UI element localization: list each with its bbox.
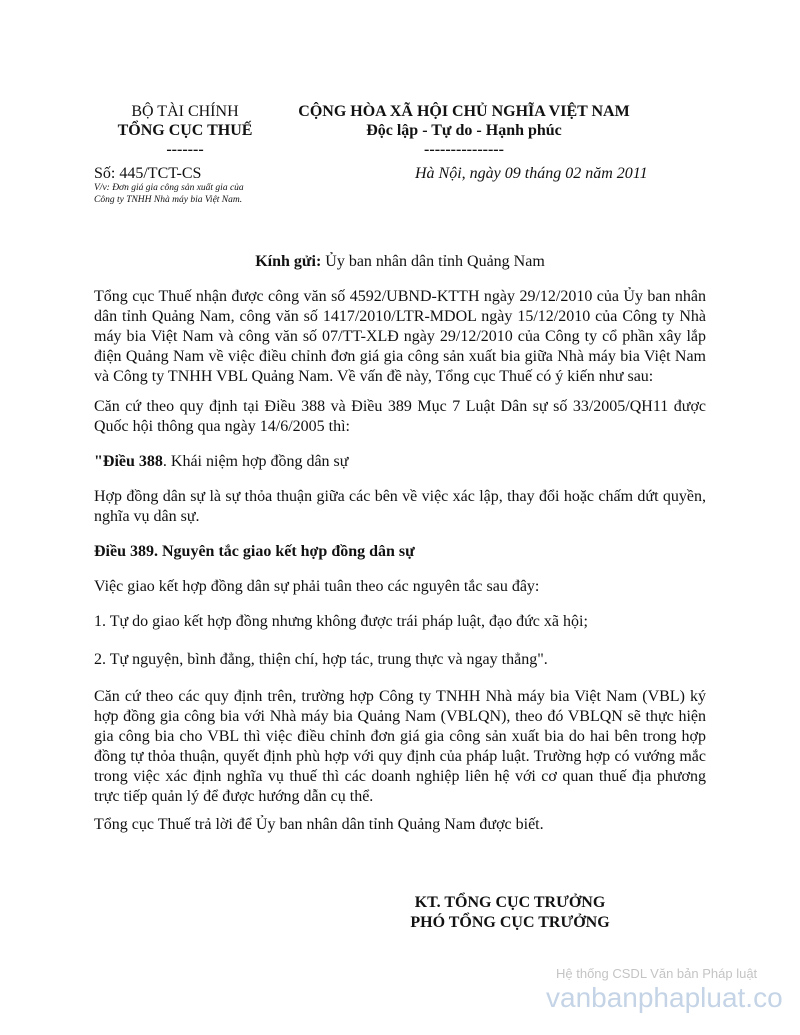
date-place: Hà Nội, ngày 09 tháng 02 năm 2011 xyxy=(415,165,648,182)
article-388-title: "Điều 388 xyxy=(94,453,163,470)
article-388-rest: . Khái niệm hợp đồng dân sự xyxy=(162,453,349,470)
paragraph-legal-basis: Căn cứ theo quy định tại Điều 388 và Điều 389 Mục 7 Luật Dân sự số 33/2005/QH11 được Quốc hội thông qua ngày 14/6/2005 thì: xyxy=(94,398,706,435)
department-name: TỔNG CỤC THUẾ xyxy=(117,122,253,139)
doc-subject-line2: Công ty TNHH Nhà máy bia Việt Nam. xyxy=(94,195,243,205)
paragraph-principle-2: 2. Tự nguyện, bình đẳng, thiện chí, hợp tác, trung thực và ngay thẳng". xyxy=(94,651,548,668)
doc-number: Số: 445/TCT-CS xyxy=(94,165,202,182)
signature-block xyxy=(392,893,628,933)
watermark-line2: vanbanphapluat.co xyxy=(546,982,783,1013)
header-left-separator: ------- xyxy=(166,141,204,158)
country-name: CỘNG HÒA XÃ HỘI CHỦ NGHĨA VIỆT NAM xyxy=(298,103,630,120)
paragraph-intro: Tổng cục Thuế nhận được công văn số 4592/UBND-KTTH ngày 29/12/2010 của Ủy ban nhân dân tỉnh Quảng Nam, công văn số 1417/2010/LTR-MDOL ngày 15/12/2010 của Công ty Nhà máy bia Việt Nam và công văn số 07/TT-XLĐ ngày 29/12/2010 của Công ty cổ phần xây lắp điện Quảng Nam về việc điều chỉnh đơn giá gia công sản xuất bia giữa Nhà máy bia Việt Nam và Công ty TNHH VBL Quảng Nam. Về vấn đề này, Tổng cục Thuế có ý kiến như sau: xyxy=(94,288,706,385)
signature-line1: KT. TỔNG CỤC TRƯỞNG xyxy=(414,894,606,911)
recipient-name: Ủy ban nhân dân tỉnh Quảng Nam xyxy=(325,253,545,270)
recipient-label: Kính gửi: xyxy=(255,253,322,270)
paragraph-closing: Tổng cục Thuế trả lời để Ủy ban nhân dân tỉnh Quảng Nam được biết. xyxy=(94,816,544,833)
article-388-heading xyxy=(94,452,706,472)
watermark-line1: Hệ thống CSDL Văn bản Pháp luật xyxy=(556,966,758,981)
paragraph-article-389-intro: Việc giao kết hợp đồng dân sự phải tuân theo các nguyên tắc sau đây: xyxy=(94,578,540,595)
header-left xyxy=(100,102,270,159)
paragraph-principle-1: 1. Tự do giao kết hợp đồng nhưng không được trái pháp luật, đạo đức xã hội; xyxy=(94,613,588,630)
paragraph-article-388-body: Hợp đồng dân sự là sự thỏa thuận giữa các bên về việc xác lập, thay đổi hoặc chấm dứt quyền, nghĩa vụ dân sự. xyxy=(94,488,706,525)
article-389-heading: Điều 389. Nguyên tắc giao kết hợp đồng dân sự xyxy=(94,543,415,560)
doc-subject-line1: V/v: Đơn giá gia công sản xuất gia của xyxy=(94,183,244,193)
paragraph-conclusion: Căn cứ theo các quy định trên, trường hợp Công ty TNHH Nhà máy bia Việt Nam (VBL) ký hợp đồng gia công bia với Nhà máy bia Quảng Nam (VBLQN), theo đó VBLQN sẽ thực hiện gia công bia cho VBL thì việc điều chỉnh đơn giá gia công sản xuất bia do hai bên trong hợp đồng tự thỏa thuận, quyết định phù hợp với quy định của pháp luật. Trường hợp có vướng mắc trong việc xác định nghĩa vụ thuế thì các doanh nghiệp liên hệ với cơ quan thuế địa phương trực tiếp quản lý để được hướng dẫn cụ thể. xyxy=(94,688,706,805)
motto: Độc lập - Tự do - Hạnh phúc xyxy=(366,122,562,139)
recipient xyxy=(94,252,706,272)
header-right-separator: --------------- xyxy=(424,141,504,158)
header-right xyxy=(286,102,642,159)
ministry-name: BỘ TÀI CHÍNH xyxy=(131,103,239,120)
signature-line2: PHÓ TỔNG CỤC TRƯỞNG xyxy=(410,914,610,931)
